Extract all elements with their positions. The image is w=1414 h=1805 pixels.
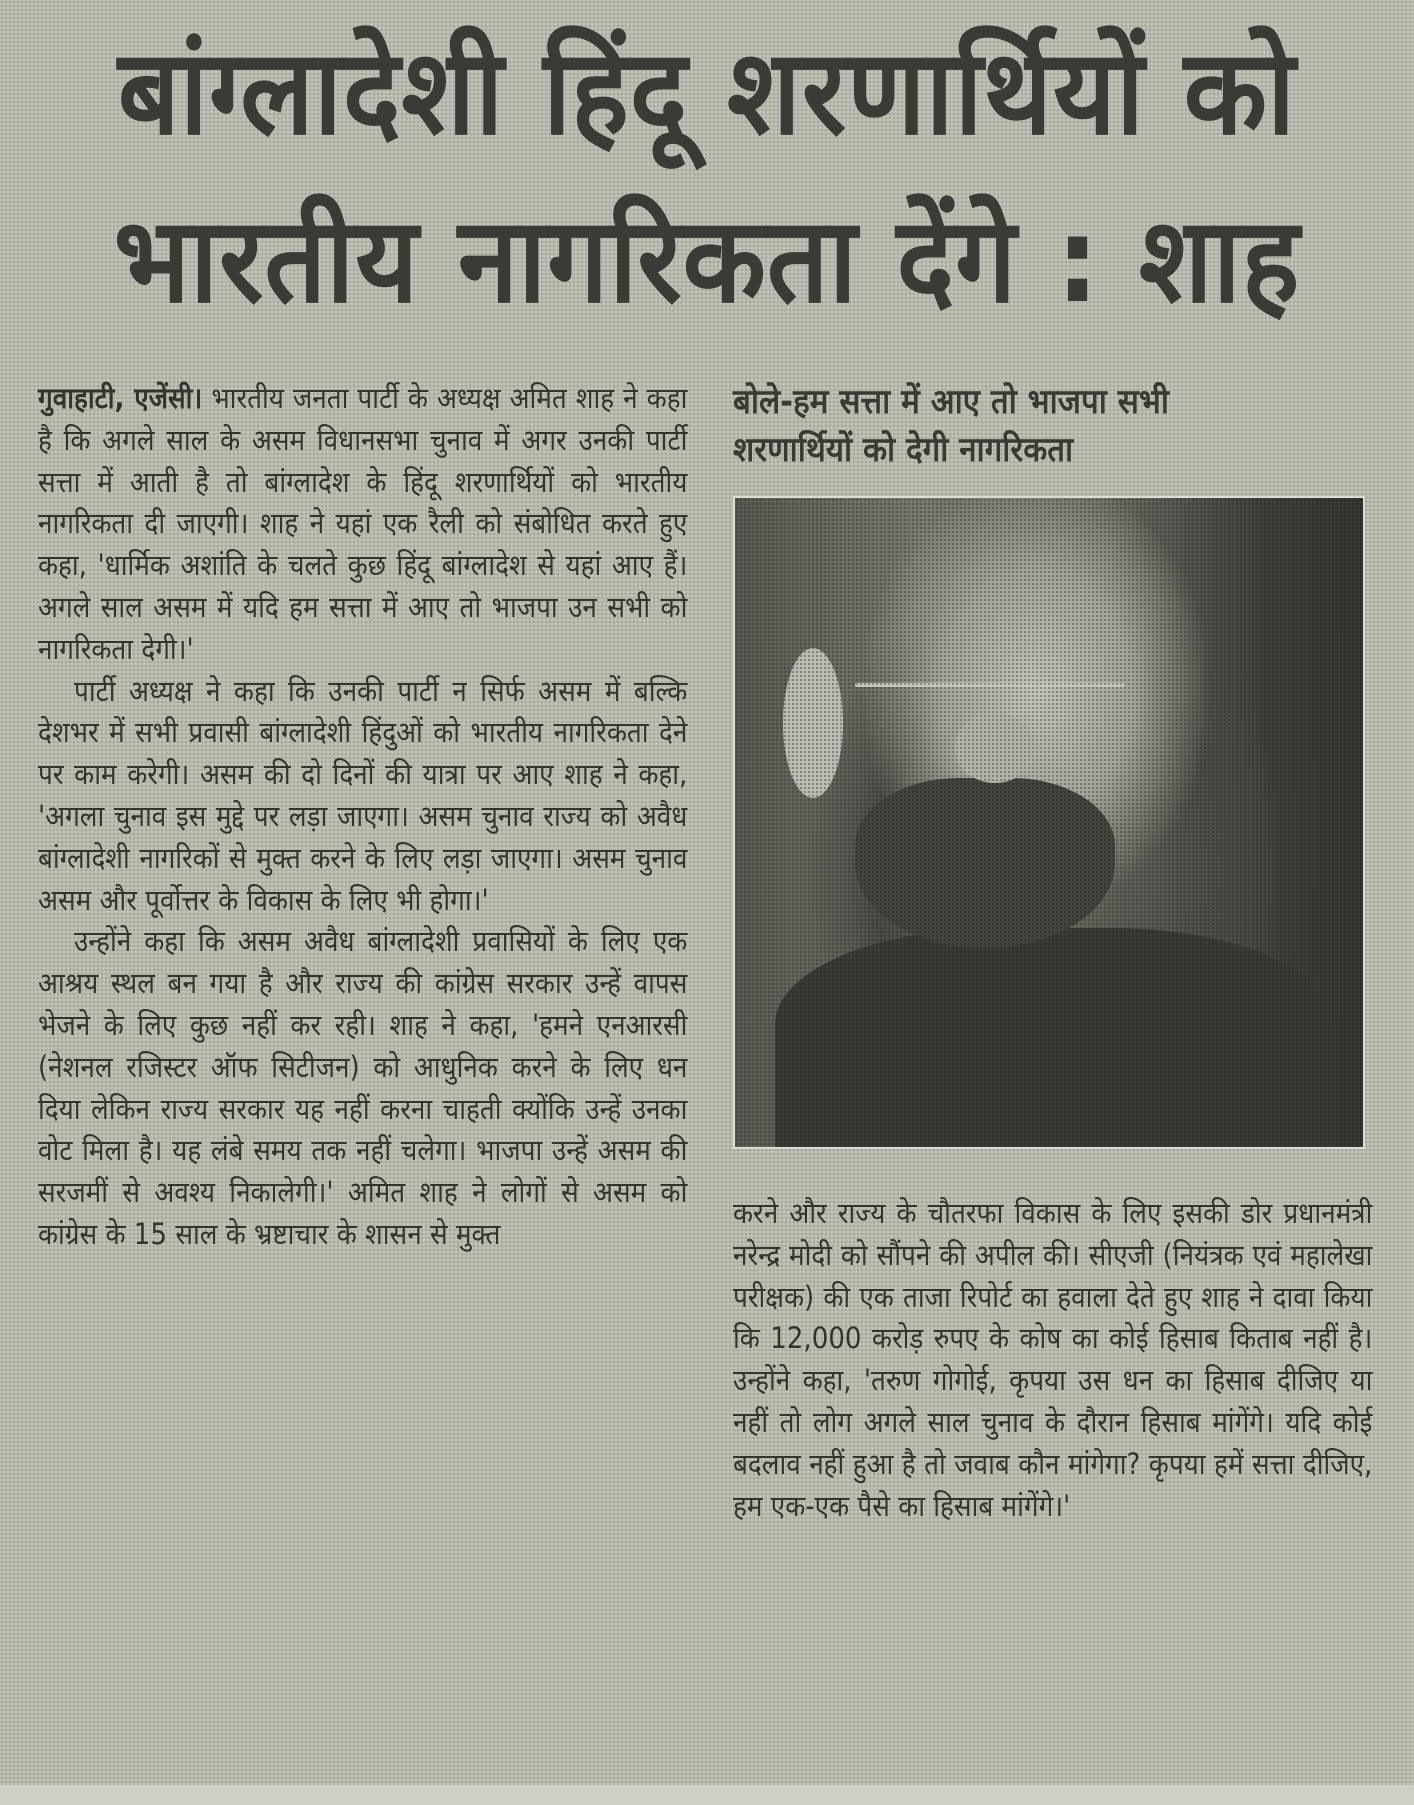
photo-nose-shape <box>955 713 1035 783</box>
paragraph-1-text: भारतीय जनता पार्टी के अध्यक्ष अमित शाह ने कहा है कि अगले साल के असम विधानसभा चुनाव में अगर उनकी पार्टी सत्ता में आती है तो बांग्लादेश के हिंदू शरणार्थियों को भारतीय नागरिकता दी जाएगी। शाह ने यहां एक रैली को संबोधित करते हुए कहा, 'धार्मिक अशांति के चलते कुछ हिंदू बांग्लादेश से यहां आए हैं। अगले साल असम में यदि हम सत्ता में आए तो भाजपा उन सभी को नागरिकता देगी।' <box>38 381 688 666</box>
headline-line-1: बांग्लादेशी हिंदू शरणार्थियों को <box>117 23 1297 161</box>
subheading-line-1: बोले-हम सत्ता में आए तो भाजपा सभी <box>733 382 1169 422</box>
article-paragraph-1 <box>38 378 687 671</box>
headline-line-2: भारतीय नागरिकता देंगे : शाह <box>113 191 1301 329</box>
photo-shirt-shape <box>775 928 1335 1149</box>
subheading <box>733 378 1375 474</box>
headline <box>30 8 1384 344</box>
photo-beard-shape <box>855 778 1115 948</box>
article-column-right <box>733 378 1373 1527</box>
page-bottom-edge <box>0 1785 1414 1805</box>
article-paragraph-continued: करने और राज्य के चौतरफा विकास के लिए इसकी डोर प्रधानमंत्री नरेन्द्र मोदी को सौंपने की अपील की। सीएजी (नियंत्रक एवं महालेखा परीक्षक) की एक ताजा रिपोर्ट का हवाला देते हुए शाह ने दावा किया कि 12,000 करोड़ रुपए के कोष का कोई हिसाब किताब नहीं है। उन्होंने कहा, 'तरुण गोगोई, कृपया उस धन का हिसाब दीजिए या नहीं तो लोग अगले साल चुनाव के दौरान हिसाब मांगेंगे। यदि कोई बदलाव नहीं हुआ है तो जवाब कौन मांगेगा? कृपया हमें सत्ता दीजिए, हम एक-एक पैसे का हिसाब मांगेंगे।' <box>733 1196 1373 1523</box>
article-paragraph-3: उन्होंने कहा कि असम अवैध बांग्लादेशी प्रवासियों के लिए एक आश्रय स्थल बन गया है और राज्य की कांग्रेस सरकार उन्हें वापस भेजने के लिए कुछ नहीं कर रही। शाह ने कहा, 'हमने एनआरसी (नेशनल रजिस्टर ऑफ सिटीजन) को आधुनिक करने के लिए धन दिया लेकिन राज्य सरकार यह नहीं करना चाहती क्योंकि उन्हें उनका वोट मिला है। यह लंबे समय तक नहीं चलेगा। भाजपा उन्हें असम की सरजमीं से अवश्य निकालेगी।' अमित शाह ने लोगों से असम को कांग्रेस के 15 साल के भ्रष्टाचार के शासन से मुक्त <box>38 924 688 1251</box>
photo-glasses-shape <box>855 683 1125 687</box>
article-paragraph-2: पार्टी अध्यक्ष ने कहा कि उनकी पार्टी न सिर्फ असम में बल्कि देशभर में सभी प्रवासी बांग्लादेशी हिंदुओं को भारतीय नागरिकता देने पर काम करेगी। असम की दो दिनों की यात्रा पर आए शाह ने कहा, 'अगला चुनाव इस मुद्दे पर लड़ा जाएगा। असम चुनाव राज्य को अवैध बांग्लादेशी नागरिकों से मुक्त करने के लिए लड़ा जाएगा। असम चुनाव असम और पूर्वोत्तर के विकास के लिए भी होगा।' <box>38 673 688 917</box>
portrait-photo <box>733 496 1365 1149</box>
subheading-line-2: शरणार्थियों को देगी नागरिकता <box>733 430 1074 470</box>
photo-ear-shape <box>783 648 843 798</box>
dateline: गुवाहाटी, एजेंसी। <box>38 381 203 415</box>
article-column-left <box>38 378 688 1256</box>
